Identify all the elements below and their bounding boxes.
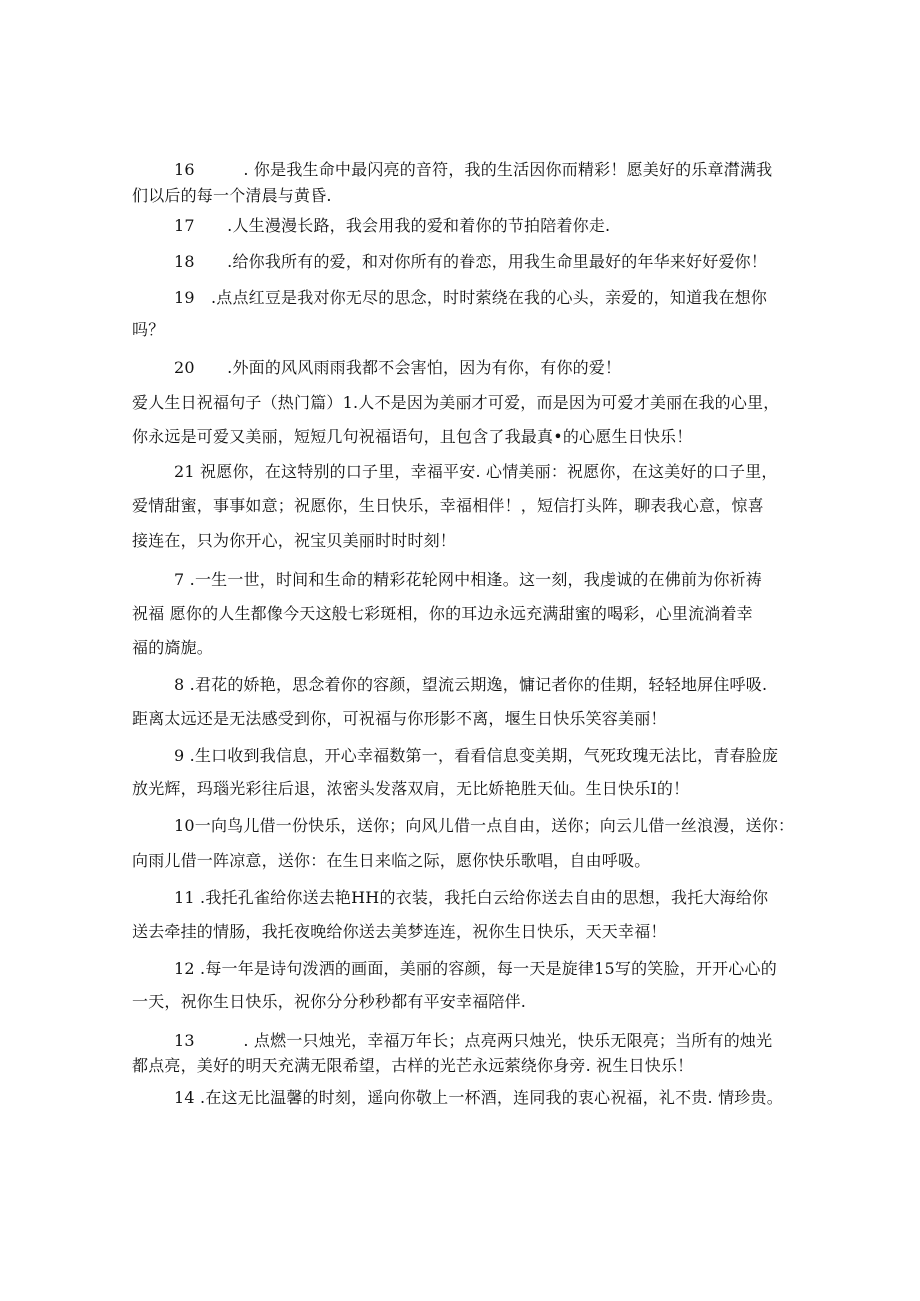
paragraph-13-line-2: 都点亮，美好的明天充满无限希望，古样的光芒永远萦绕你身旁. 祝生日快乐！ (132, 1056, 694, 1075)
paragraph-10-line-2: 向雨儿借一阵凉意，送你：在生日来临之际，愿你快乐歌唱，自由呼吸。 (132, 851, 651, 870)
paragraph-9-line-1: 9 .生口收到我信息，开心幸福数第一，看看信息变美期，气死玫瑰无法比，青春脸庞 (174, 746, 779, 765)
paragraph-11-line-2: 送去牵挂的情肠，我托夜晚给你送去美梦连连，祝你生日快乐，天天幸福！ (132, 922, 667, 941)
paragraph-11-line-1: 11 .我托孔雀给你送去艳HH的衣装，我托白云给你送去自由的思想，我托大海给你 (174, 888, 769, 907)
section-heading-line-2: 你永远是可爱又美丽，短短几句祝福语句，且包含了我最真•的心愿生日快乐！ (132, 427, 693, 446)
section-heading-line-1: 爱人生日祝福句子（热门篇）1.人不是因为美丽才可爱，而是因为可爱才美丽在我的心里， (132, 393, 780, 412)
paragraph-13-line-1: 13 . 点燃一只烛光，幸福万年长；点亮两只烛光，快乐无限亮；当所有的烛光 (174, 1031, 773, 1050)
paragraph-20: 20 .外面的风风雨雨我都不会害怕，因为有你，有你的爱！ (174, 358, 622, 377)
paragraph-7-line-3: 福的旖旎。 (132, 638, 214, 657)
paragraph-8-line-2: 距离太远还是无法感受到你，可祝福与你形影不离，堰生日快乐笑容美丽！ (132, 709, 667, 728)
paragraph-19-line-1: 19 .点点红豆是我对你无尽的思念，时时萦绕在我的心头，亲爱的，知道我在想你 (174, 288, 768, 307)
paragraph-7-line-2: 祝福 愿你的人生都像今天这般七彩斑相，你的耳边永远充满甜蜜的喝彩，心里流淌着幸 (132, 604, 753, 623)
paragraph-9-line-2: 放光辉，玛瑙光彩往后退，浓密头发落双肩，无比娇艳胜天仙。生日快乐I的！ (132, 779, 690, 798)
paragraph-14: 14 .在这无比温馨的时刻，遥向你敬上一杯酒，连同我的衷心祝福，礼不贵. 情珍贵。 (174, 1088, 783, 1107)
paragraph-12-line-2: 一天，祝你生日快乐，祝你分分秒秒都有平安幸福陪伴. (132, 992, 527, 1011)
paragraph-17: 17 .人生漫漫长路，我会用我的爱和着你的节拍陪着你走. (174, 216, 611, 235)
paragraph-12-line-1: 12 .每一年是诗句泼洒的画面，美丽的容颜，每一天是旋律15写的笑脸，开开心心的 (174, 959, 777, 978)
paragraph-16-line-2: 们以后的每一个清晨与黄昏. (132, 186, 332, 205)
paragraph-10-line-1: 10一向鸟儿借一份快乐，送你；向风儿借一点自由，送你；向云儿借一丝浪漫，送你： (174, 816, 794, 835)
paragraph-7-line-1: 7 .一生一世，时间和生命的精彩花轮网中相逢。这一刻，我虔诚的在佛前为你祈祷 (174, 570, 762, 589)
paragraph-19-line-2: 吗？ (132, 320, 165, 339)
paragraph-21-line-1: 21 祝愿你，在这特别的口子里，幸福平安. 心情美丽：祝愿你，在这美好的口子里， (174, 462, 778, 481)
paragraph-8-line-1: 8 .君花的娇艳，思念着你的容颜，望流云期逸，慵记者你的佳期，轻轻地屏住呼吸. (174, 675, 768, 694)
paragraph-21-line-2: 爱情甜蜜，事事如意；祝愿你，生日快乐，幸福相伴！，短信打头阵，聊表我心意，惊喜 (132, 496, 764, 515)
paragraph-16-line-1: 16 . 你是我生命中最闪亮的音符，我的生活因你而精彩！愿美好的乐章潸满我 (174, 160, 773, 179)
paragraph-21-line-3: 接连在，只为你开心，祝宝贝美丽时时时刻！ (132, 531, 457, 550)
paragraph-18: 18 .给你我所有的爱，和对你所有的眷恋，用我生命里最好的年华来好好爱你！ (174, 252, 768, 271)
